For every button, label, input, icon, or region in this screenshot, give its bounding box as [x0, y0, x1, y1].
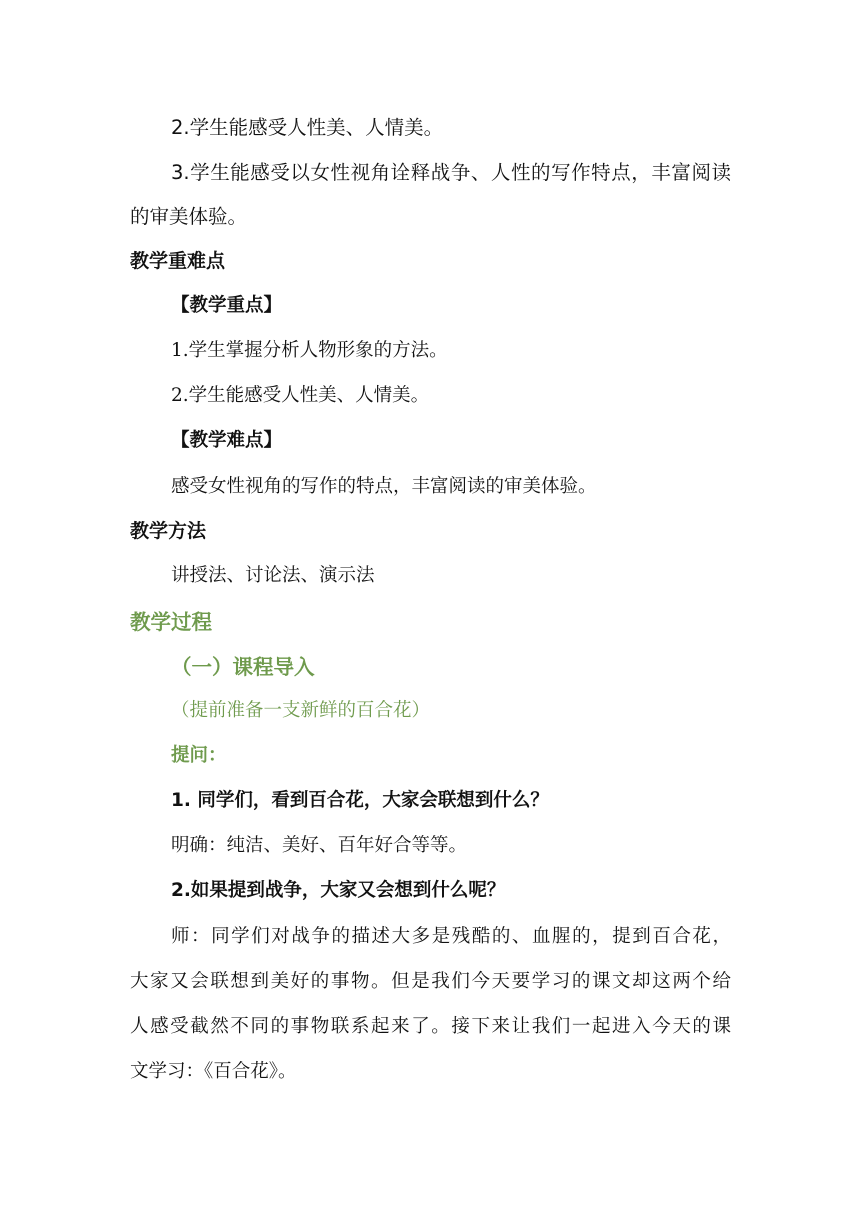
teacher-text-line-3: 人感受截然不同的事物联系起来了。接下来让我们一起进入今天的课	[130, 1016, 731, 1037]
prep-note: （提前准备一支新鲜的百合花）	[171, 700, 431, 721]
focus-label: 【教学重点】	[171, 295, 283, 316]
goal-item-2: 2.学生能感受人性美、人情美。	[171, 116, 444, 139]
question-2: 2.如果提到战争，大家又会想到什么呢？	[171, 880, 506, 901]
focus-item-2: 2.学生能感受人性美、人情美。	[171, 385, 430, 406]
focus-item-1: 1.学生掌握分析人物形象的方法。	[171, 340, 448, 361]
difficulty-text: 感受女性视角的写作的特点，丰富阅读的审美体验。	[171, 476, 597, 497]
answer-1: 明确：纯洁、美好、百年好合等等。	[171, 835, 468, 856]
teacher-text-line-1: 师：同学们对战争的描述大多是残酷的、血腥的，提到百合花，	[171, 926, 731, 947]
key-points-heading: 教学重难点	[130, 250, 226, 272]
teacher-text-line-2: 大家又会联想到美好的事物。但是我们今天要学习的课文却这两个给	[130, 971, 731, 992]
step-1-title: （一）课程导入	[171, 655, 315, 679]
question-label: 提问：	[171, 745, 227, 766]
methods-text: 讲授法、讨论法、演示法	[171, 565, 375, 586]
goal-item-3-line-1: 3.学生能感受以女性视角诠释战争、人性的写作特点，丰富阅读	[171, 161, 731, 184]
methods-heading: 教学方法	[130, 520, 207, 542]
process-heading: 教学过程	[130, 610, 212, 634]
difficulty-label: 【教学难点】	[171, 430, 283, 451]
question-1: 1. 同学们，看到百合花，大家会联想到什么？	[171, 790, 549, 811]
goal-item-3-line-2: 的审美体验。	[130, 205, 248, 228]
teacher-text-line-4: 文学习：《百合花》。	[130, 1061, 297, 1082]
